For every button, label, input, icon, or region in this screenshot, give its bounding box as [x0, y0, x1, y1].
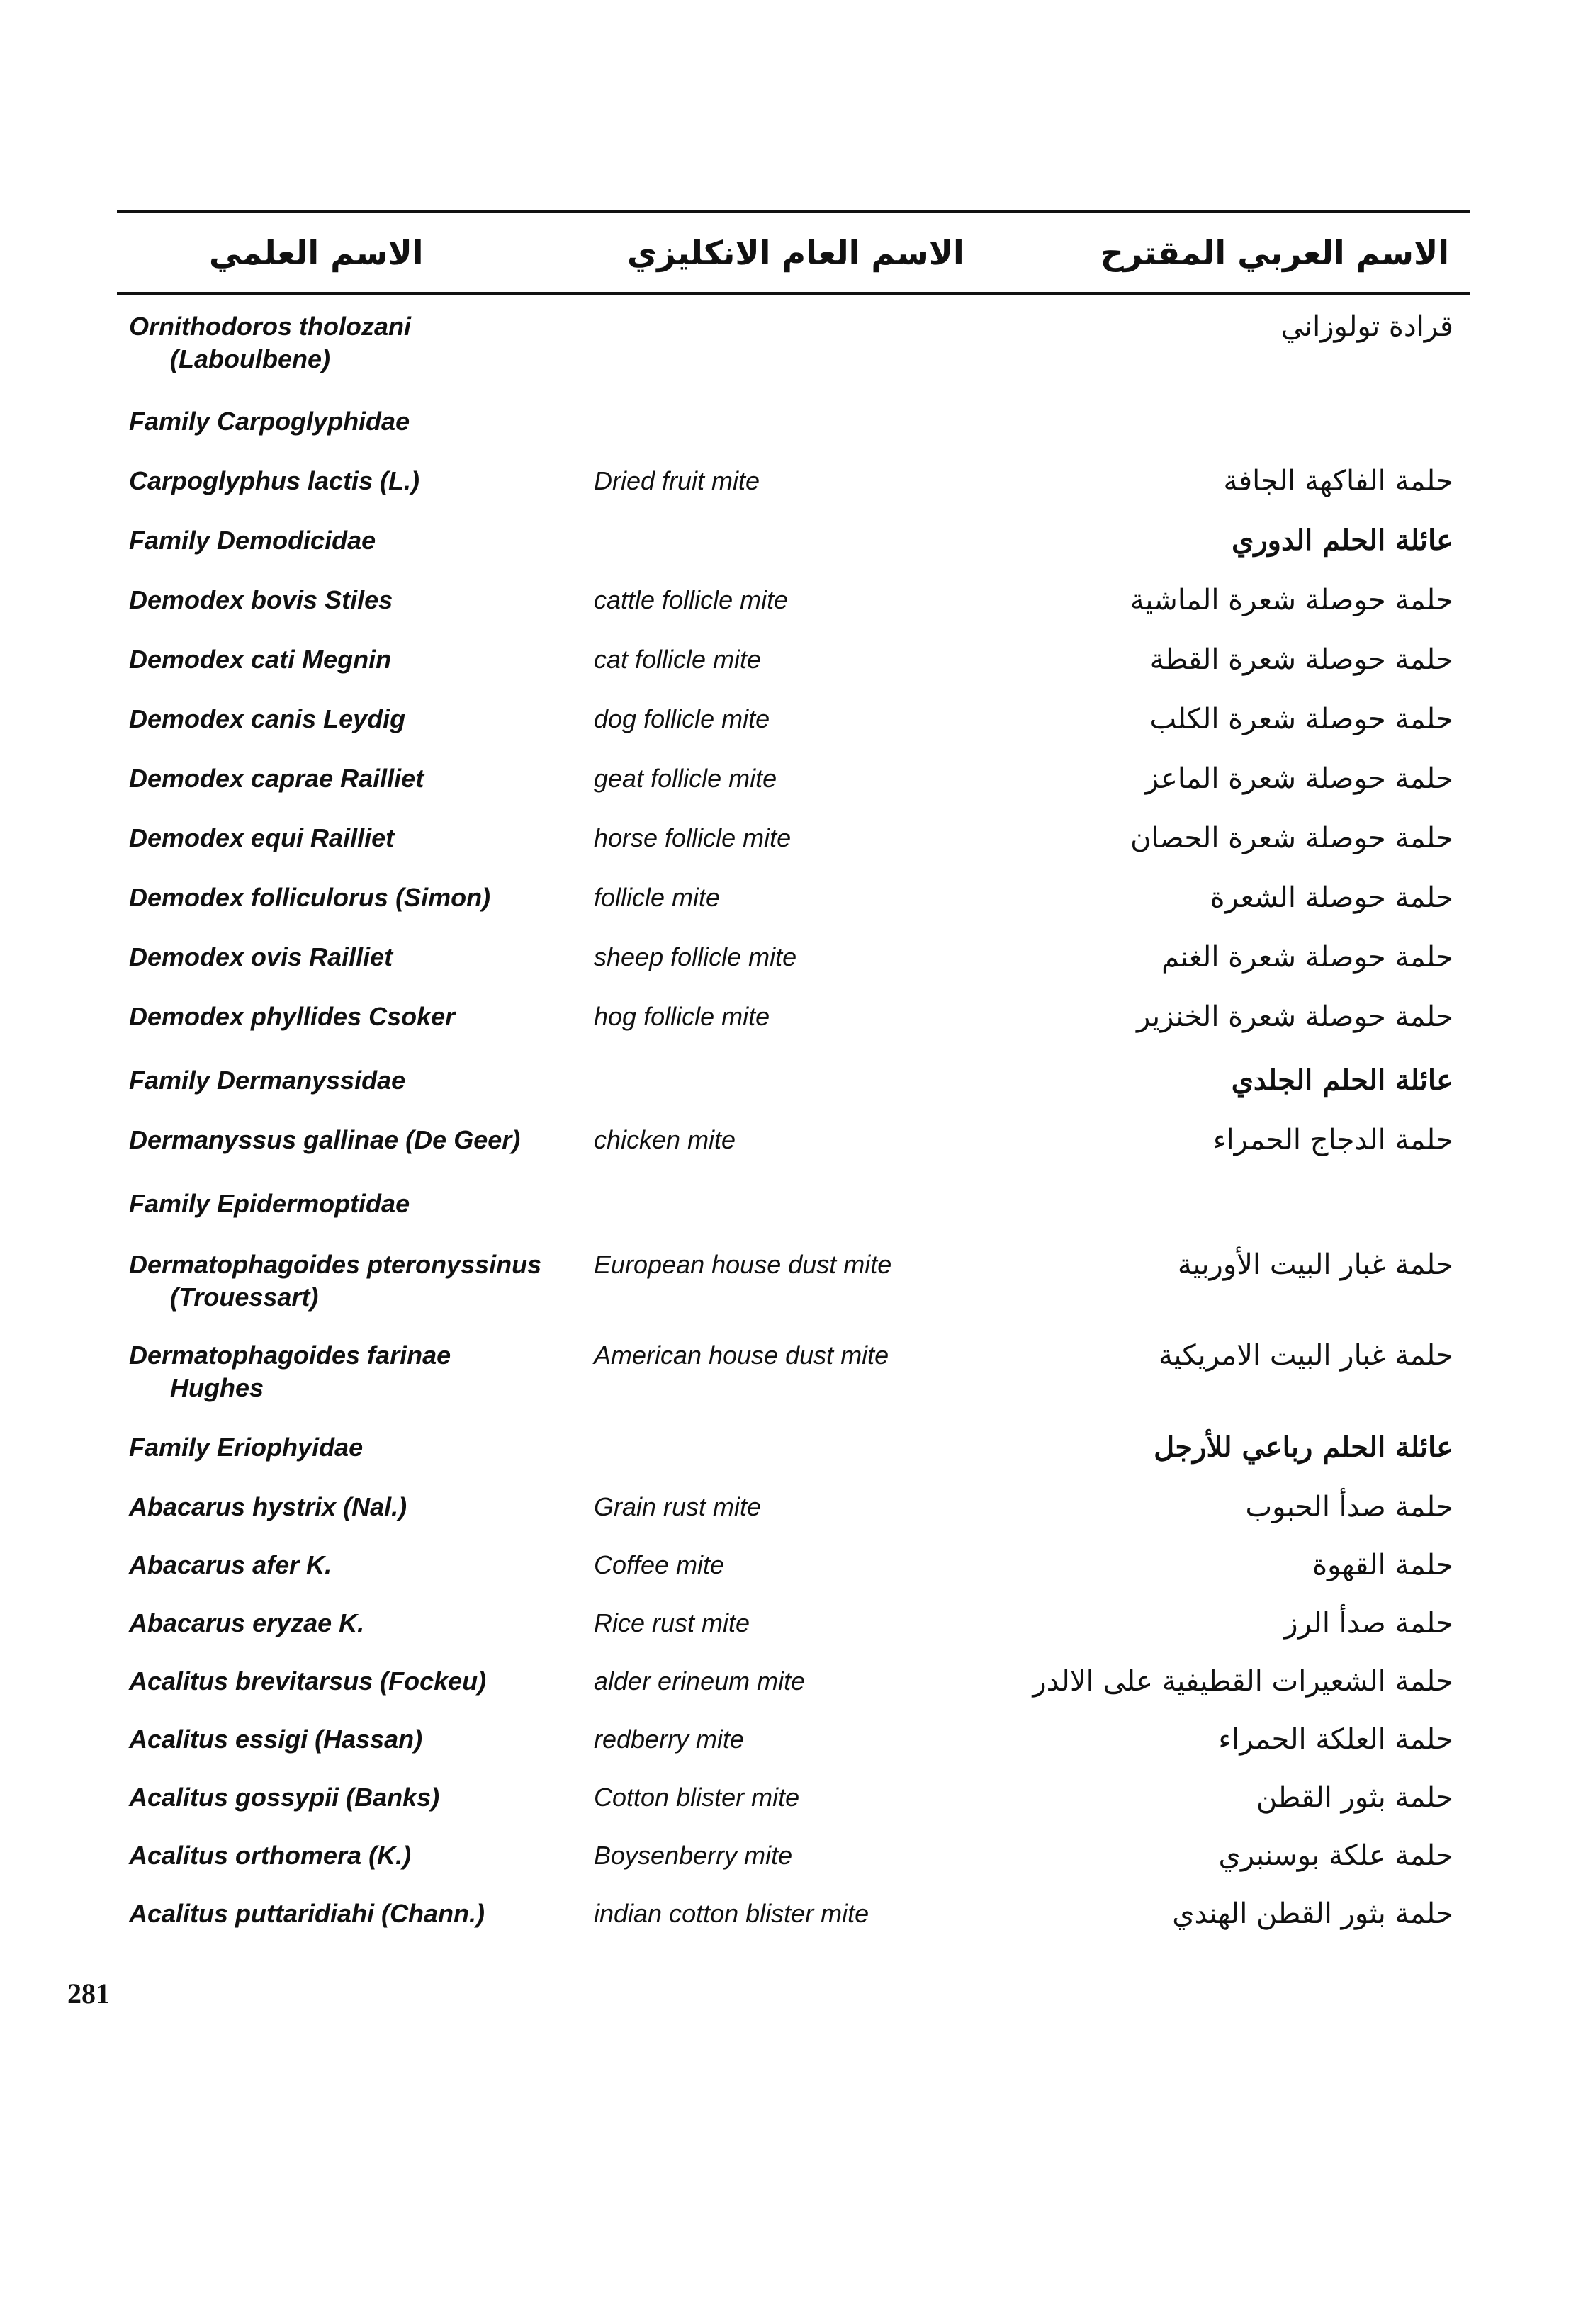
- english-common-name: geat follicle mite: [594, 764, 777, 793]
- arabic-name: حلمة حوصلة شعرة الكلب: [1149, 703, 1453, 735]
- arabic-name: حلمة صدأ الرز: [1284, 1607, 1453, 1640]
- scientific-name: [129, 1339, 568, 1404]
- english-common-name: European house dust mite: [594, 1250, 892, 1279]
- english-common-name: cat follicle mite: [594, 645, 762, 674]
- arabic-name: حلمة صدأ الحبوب: [1245, 1491, 1453, 1523]
- english-common-name: Coffee mite: [594, 1550, 725, 1579]
- scientific-name: [129, 1000, 568, 1033]
- scientific-name-line1: Family Carpoglyphidae: [129, 407, 410, 436]
- scientific-name: [129, 1549, 568, 1581]
- scientific-name: [129, 465, 568, 497]
- family-name: [129, 524, 568, 557]
- arabic-name: حلمة العلكة الحمراء: [1218, 1723, 1453, 1756]
- english-common-name: Boysenberry mite: [594, 1841, 793, 1870]
- page-number: 281: [67, 1978, 110, 2009]
- arabic-name: حلمة حوصلة شعرة الماشية: [1130, 584, 1453, 616]
- scientific-name-line1: Acalitus puttaridiahi (Chann.): [129, 1899, 485, 1928]
- table-header: [117, 227, 1470, 283]
- scientific-name-line1: Demodex ovis Railliet: [129, 942, 393, 971]
- arabic-name: عائلة الحلم الجلدي: [1231, 1064, 1453, 1097]
- english-common-name: American house dust mite: [594, 1341, 889, 1370]
- scientific-name-line1: Ornithodoros tholozani: [129, 312, 411, 341]
- english-common-name: Dried fruit mite: [594, 466, 760, 495]
- top-rule: [117, 210, 1470, 213]
- scientific-name: [129, 1607, 568, 1640]
- arabic-name: حلمة الشعيرات القطيفية على الالدر: [1032, 1665, 1453, 1698]
- scientific-name: [129, 1839, 568, 1872]
- scientific-name-line2: Hughes: [170, 1373, 264, 1402]
- scientific-name-line1: Family Demodicidae: [129, 526, 376, 555]
- scientific-name: [129, 1124, 568, 1156]
- english-common-name: cattle follicle mite: [594, 585, 789, 614]
- scientific-name: [129, 310, 568, 376]
- family-name: [129, 1064, 568, 1097]
- english-common-name: dog follicle mite: [594, 704, 770, 733]
- scientific-name-line1: Family Dermanyssidae: [129, 1066, 406, 1095]
- scientific-name-line1: Demodex phyllides Csoker: [129, 1002, 456, 1031]
- scientific-name-line1: Family Eriophyidae: [129, 1433, 364, 1462]
- family-name: [129, 405, 568, 438]
- arabic-name: حلمة القهوة: [1312, 1549, 1453, 1581]
- header-scientific-name: الاسم العلمي: [209, 234, 424, 272]
- arabic-name: حلمة بثور القطن: [1256, 1781, 1453, 1814]
- scientific-name-line1: Demodex folliculorus (Simon): [129, 883, 491, 912]
- english-common-name: indian cotton blister mite: [594, 1899, 869, 1928]
- arabic-name: حلمة حوصلة شعرة الغنم: [1161, 941, 1453, 974]
- scientific-name-line1: Acalitus gossypii (Banks): [129, 1783, 440, 1812]
- scientific-name: [129, 1781, 568, 1814]
- arabic-name: حلمة الدجاج الحمراء: [1212, 1124, 1453, 1156]
- scientific-name: [129, 881, 568, 914]
- scientific-name-line1: Acalitus essigi (Hassan): [129, 1725, 423, 1754]
- header-arabic-name: الاسم العربي المقترح: [1100, 234, 1449, 272]
- scientific-name-line1: Demodex canis Leydig: [129, 704, 406, 733]
- english-common-name: chicken mite: [594, 1125, 736, 1154]
- arabic-name: حلمة حوصلة شعرة الخنزير: [1136, 1000, 1453, 1033]
- scientific-name-line1: Abacarus eryzae K.: [129, 1608, 365, 1637]
- scientific-name-line1: Demodex equi Railliet: [129, 823, 395, 852]
- header-rule: [117, 292, 1470, 295]
- english-common-name: follicle mite: [594, 883, 721, 912]
- english-common-name: redberry mite: [594, 1725, 745, 1754]
- arabic-name: حلمة حوصلة شعرة القطة: [1149, 643, 1453, 676]
- scientific-name: [129, 1723, 568, 1756]
- arabic-name: قرادة تولوزاني: [1280, 310, 1453, 343]
- arabic-name: حلمة علكة بوسنبري: [1218, 1839, 1453, 1872]
- arabic-name: عائلة الحلم رباعي للأرجل: [1154, 1431, 1453, 1464]
- arabic-name: حلمة الفاكهة الجافة: [1223, 465, 1453, 497]
- scientific-name-line1: Demodex bovis Stiles: [129, 585, 393, 614]
- scientific-name-line1: Abacarus afer K.: [129, 1550, 332, 1579]
- scientific-name-line1: Abacarus hystrix (Nal.): [129, 1492, 407, 1521]
- scientific-name: [129, 1665, 568, 1698]
- scientific-name: [129, 703, 568, 735]
- scientific-name: [129, 643, 568, 676]
- arabic-name: حلمة بثور القطن الهندي: [1172, 1897, 1453, 1930]
- scientific-name: [129, 822, 568, 854]
- arabic-name: حلمة حوصلة الشعرة: [1210, 881, 1453, 914]
- scientific-name-line1: Demodex cati Megnin: [129, 645, 392, 674]
- arabic-name: عائلة الحلم الدوري: [1232, 524, 1453, 557]
- arabic-name: حلمة حوصلة شعرة الحصان: [1130, 822, 1453, 854]
- scientific-name: [129, 1897, 568, 1930]
- scientific-name-line1: Dermatophagoides pteronyssinus: [129, 1250, 542, 1279]
- english-common-name: hog follicle mite: [594, 1002, 770, 1031]
- english-common-name: alder erineum mite: [594, 1666, 806, 1696]
- english-common-name: Rice rust mite: [594, 1608, 750, 1637]
- arabic-name: حلمة حوصلة شعرة الماعز: [1144, 762, 1453, 795]
- scientific-name-line2: (Laboulbene): [170, 344, 330, 373]
- scientific-name: [129, 1491, 568, 1523]
- family-name: [129, 1431, 568, 1464]
- header-english-name: الاسم العام الانكليزي: [627, 234, 964, 272]
- scientific-name: [129, 762, 568, 795]
- english-common-name: horse follicle mite: [594, 823, 792, 852]
- scientific-name-line1: Acalitus orthomera (K.): [129, 1841, 412, 1870]
- scientific-name-line1: Acalitus brevitarsus (Fockeu): [129, 1666, 487, 1696]
- scientific-name-line2: (Trouessart): [170, 1282, 319, 1312]
- arabic-name: حلمة غبار البيت الامريكية: [1158, 1339, 1453, 1372]
- english-common-name: Grain rust mite: [594, 1492, 762, 1521]
- arabic-name: حلمة غبار البيت الأوربية: [1177, 1248, 1453, 1281]
- scientific-name: [129, 1248, 568, 1314]
- english-common-name: sheep follicle mite: [594, 942, 797, 971]
- scientific-name-line1: Dermatophagoides farinae: [129, 1341, 451, 1370]
- scientific-name-line1: Family Epidermoptidae: [129, 1189, 410, 1218]
- scientific-name: [129, 584, 568, 616]
- scientific-name-line1: Demodex caprae Railliet: [129, 764, 424, 793]
- family-name: [129, 1188, 568, 1220]
- scientific-name-line1: Dermanyssus gallinae (De Geer): [129, 1125, 521, 1154]
- scientific-name-line1: Carpoglyphus lactis (L.): [129, 466, 420, 495]
- scientific-name: [129, 941, 568, 974]
- english-common-name: Cotton blister mite: [594, 1783, 800, 1812]
